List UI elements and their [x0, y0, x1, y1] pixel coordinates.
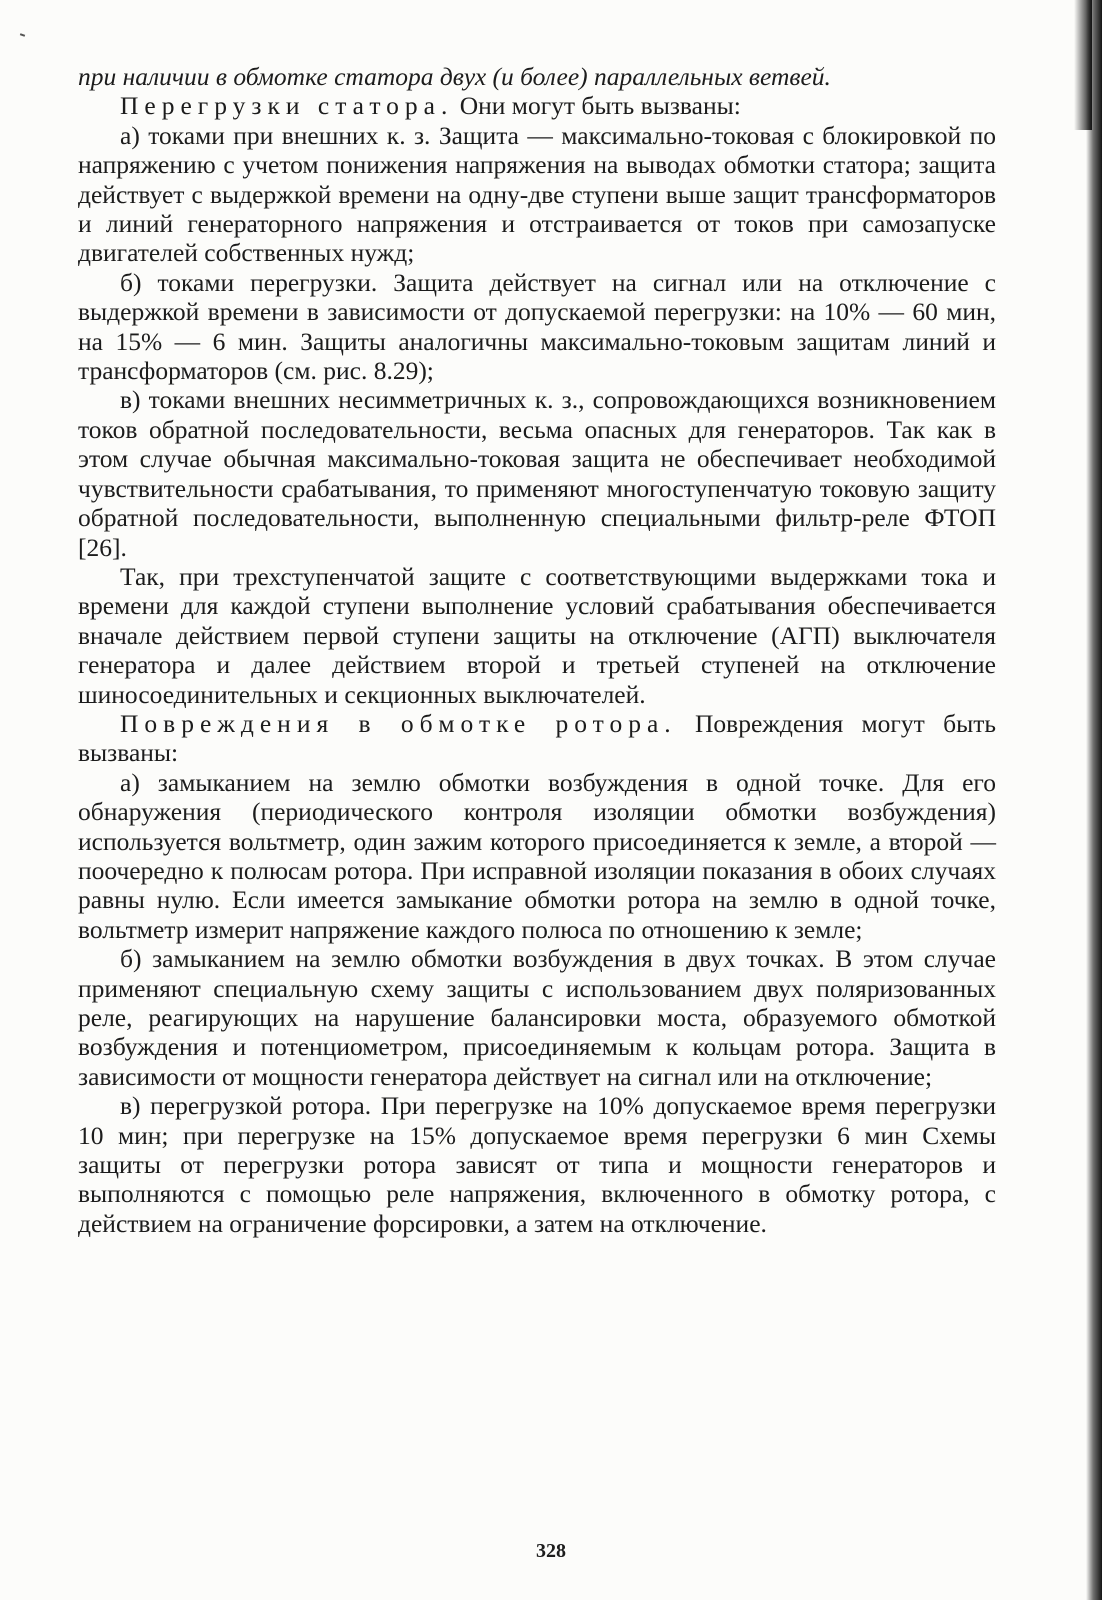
section-heading-rotor-damage: Повреждения в обмотке ротора. — [120, 708, 677, 738]
page-number: 328 — [536, 1540, 566, 1562]
paragraph-stator-overload — [78, 91, 996, 120]
paragraph-text: Они могут быть вызваны: — [453, 91, 741, 121]
paragraph-rotor-item-b: б) замыканием на землю обмотки возбуждения в двух точках. В этом случае применяют специальную схему защиты с использованием двух поляризованных реле, реагирующих на нарушение балансировки моста, образуемого обмоткой возбуждения и потенциометром, присоединяемым к кольцам ротора. Защита в зависимости от мощности генератора действует на сигнал или на отключение; — [78, 944, 996, 1091]
paragraph-text: Повреждения могут быть вызваны: — [78, 708, 997, 768]
paragraph-rotor-item-a: а) замыканием на землю обмотки возбуждения в одной точке. Для его обнаружения (периодического контроля изоляции обмотки возбуждения) используется вольтметр, один зажим которого присоединяется к земле, а второй — поочередно к полюсам ротора. При исправной изоляции показания в обоих случаях равны нулю. Если имеется замыкание обмотки ротора на землю в одной точке, вольтметр измерит напряжение каждого полюса по отношению к земле; — [78, 767, 996, 944]
paragraph-continuation: при наличии в обмотке статора двух (и более) параллельных ветвей. — [78, 62, 831, 91]
paragraph-three-stage: Так, при трехступенчатой защите с соответствующими выдержками тока и времени для каждой ступени выполнение условий срабатывания обеспечивается вначале действием первой ступени защиты на отключение (АГП) выключателя генератора и далее действием второй и третьей ступеней на отключение шиносоединительных и секционных выключателей. — [78, 561, 996, 709]
paragraph-rotor-damage — [78, 709, 996, 768]
binding-edge — [1086, 0, 1102, 1600]
page-body — [78, 62, 996, 1238]
paragraph-item-a: а) токами при внешних к. з. Защита — максимально-токовая с блокировкой по напряжению с учетом понижения напряжения на выводах обмотки статора; защита действует с выдержкой времени на одну-две ступени выше защит трансформаторов и линий генераторного напряжения и отстраивается от токов при самозапуске двигателей собственных нужд; — [78, 120, 996, 268]
paragraph-item-b: б) токами перегрузки. Защита действует на сигнал или на отключение с выдержкой времени в зависимости от допускаемой перегрузки: на 10% — 60 мин, на 15% — 6 мин. Защиты аналогичны максимально-токовым защитам линий и трансформаторов (см. рис. 8.29); — [78, 267, 996, 386]
section-heading-stator-overload: Перегрузки статора. — [120, 91, 454, 121]
paragraph-rotor-item-v: в) перегрузкой ротора. При перегрузке на 10% допускаемое время перегрузки 10 мин; при перегрузке на 15% допускаемое время перегрузки 6 мин Схемы защиты от перегрузки ротора зависят от типа и мощности генераторов и выполняются с помощью реле напряжения, включенного в обмотку ротора, с действием на ограничение форсировки, а затем на отключение. — [78, 1091, 996, 1238]
scan-speck — [20, 33, 25, 37]
paragraph-item-v: в) токами внешних несимметричных к. з., сопровождающихся возникновением токов обратной последовательности, весьма опасных для генераторов. Так как в этом случае обычная максимально-токовая защита не обеспечивает необходимой чувствительности срабатывания, то применяют многоступенчатую токовую защиту обратной последовательности, выполненную специальными фильтр-реле ФТОП [26]. — [78, 385, 996, 562]
